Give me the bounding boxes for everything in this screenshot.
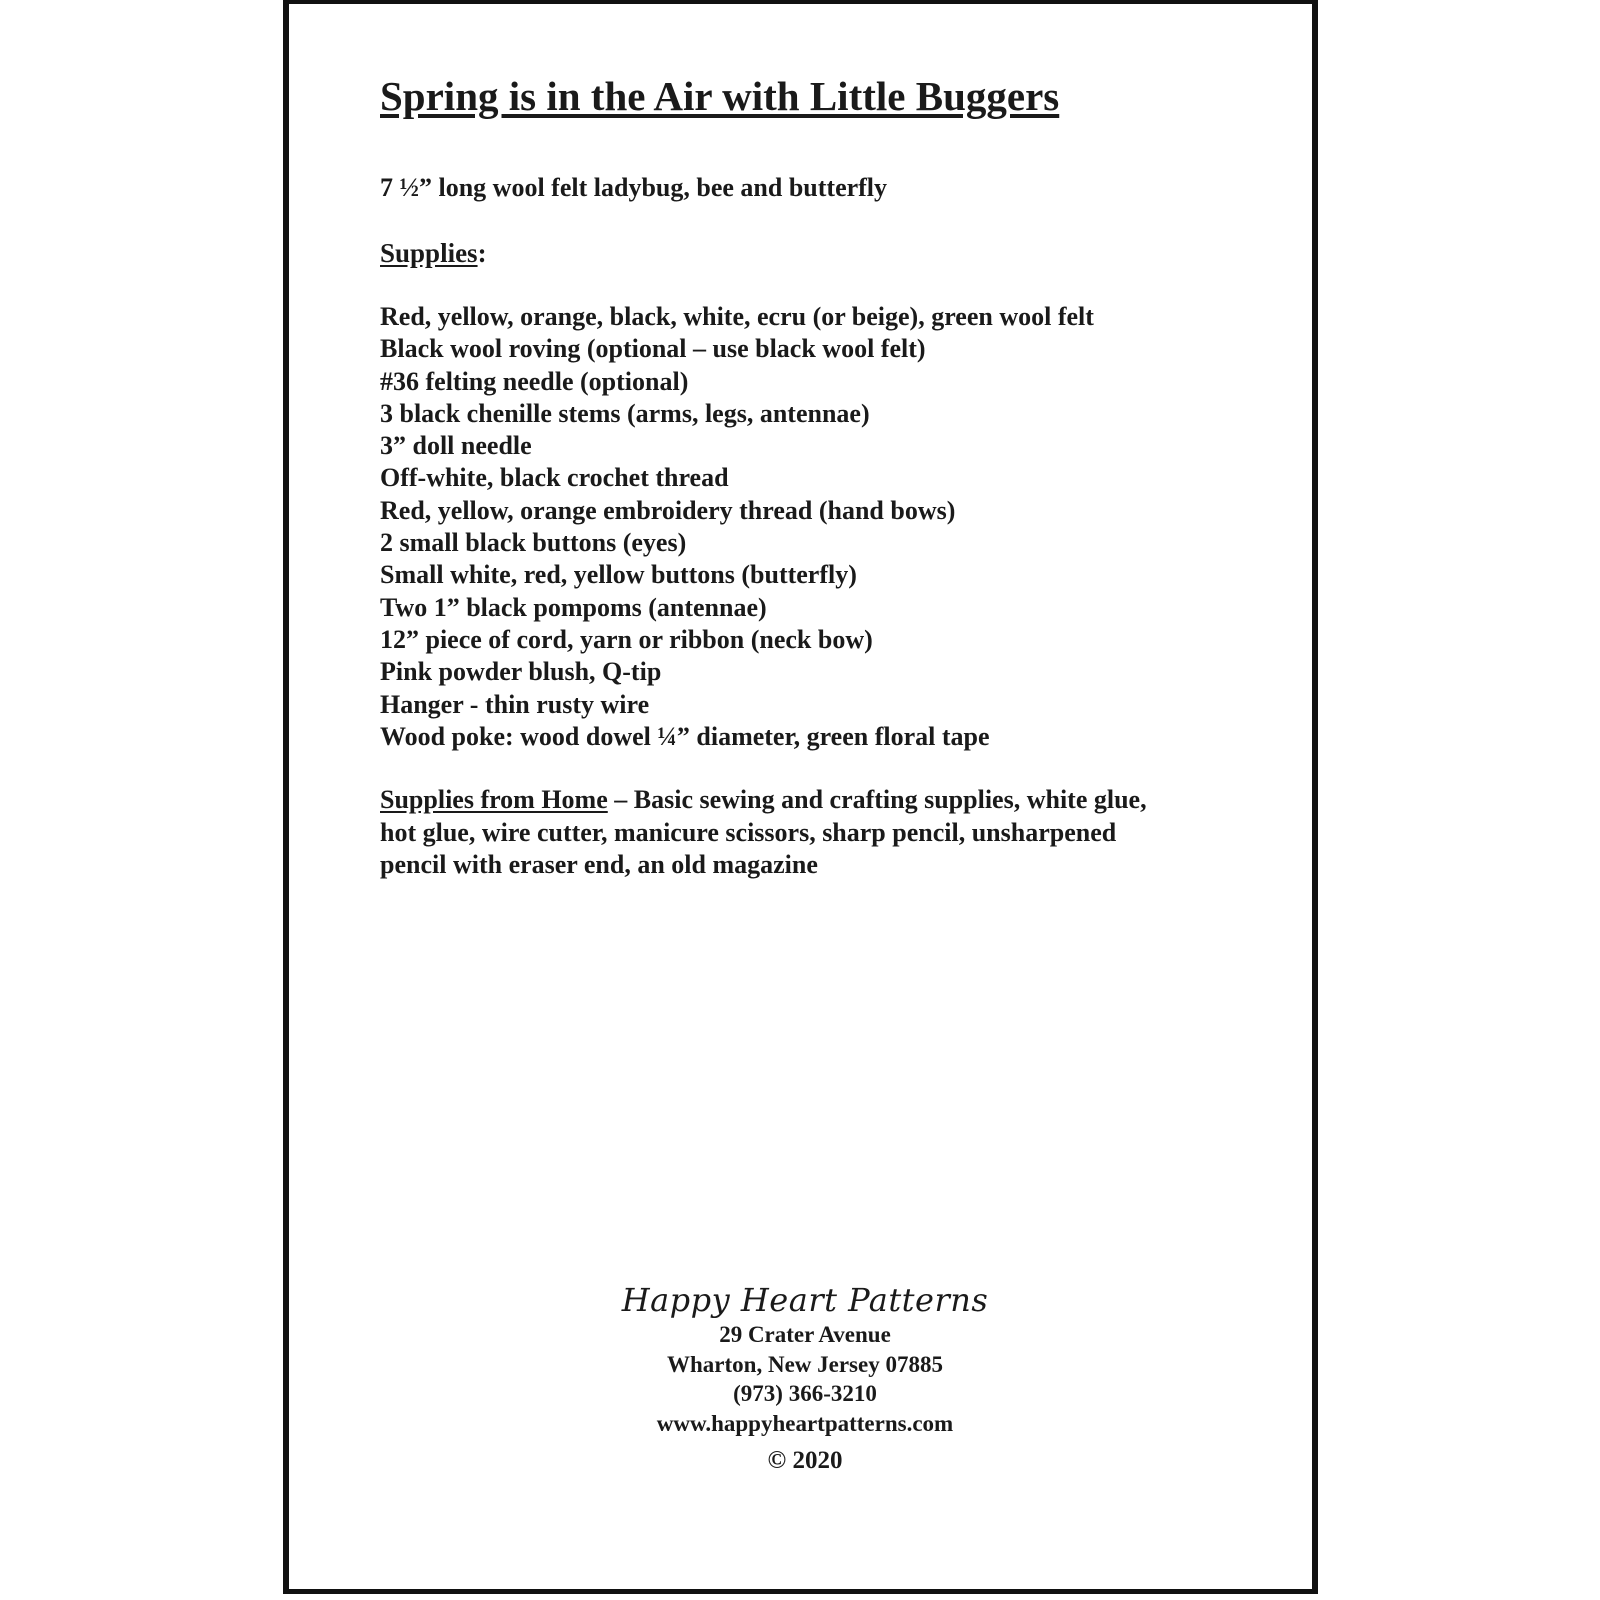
supplies-list xyxy=(380,301,1260,753)
list-item: 12” piece of cord, yarn or ribbon (neck bow) xyxy=(380,624,873,654)
list-item: 2 small black buttons (eyes) xyxy=(380,528,687,558)
page-title: Spring is in the Air with Little Buggers xyxy=(380,73,1060,119)
supplies-heading xyxy=(380,236,1260,270)
brand-name: Happy Heart Patterns xyxy=(621,1281,989,1319)
list-item: Two 1” black pompoms (antennae) xyxy=(380,592,767,622)
list-item: Hanger - thin rusty wire xyxy=(380,689,650,719)
list-item: Red, yellow, orange, black, white, ecru (or beige), green wool felt xyxy=(380,302,1094,331)
list-item: 3 black chenille stems (arms, legs, antennae) xyxy=(380,398,870,428)
list-item: Off-white, black crochet thread xyxy=(380,463,729,493)
list-item: 3” doll needle xyxy=(380,431,532,461)
pattern-subtitle: 7 ½” long wool felt ladybug, bee and butterfly xyxy=(380,173,888,202)
pattern-content xyxy=(380,68,1260,882)
list-item: #36 felting needle (optional) xyxy=(380,366,689,396)
supplies-heading-label: Supplies xyxy=(380,238,478,268)
phone-line: (973) 366-3210 xyxy=(733,1381,877,1406)
list-item: Red, yellow, orange embroidery thread (hand bows) xyxy=(380,495,956,525)
list-item: Black wool roving (optional – use black wool felt) xyxy=(380,334,926,364)
list-item: Small white, red, yellow buttons (butterfly) xyxy=(380,560,857,590)
home-heading: Supplies from Home xyxy=(380,785,608,815)
website-line: www.happyheartpatterns.com xyxy=(656,1410,954,1436)
list-item: Wood poke: wood dowel ¼” diameter, green floral tape xyxy=(380,721,990,751)
list-item: Pink powder blush, Q-tip xyxy=(380,657,662,687)
city-line: Wharton, New Jersey 07885 xyxy=(667,1351,943,1377)
address-line: 29 Crater Avenue xyxy=(719,1322,891,1347)
supplies-heading-colon: : xyxy=(477,238,487,268)
copyright-line: © 2020 xyxy=(767,1447,843,1474)
publisher-footer xyxy=(600,1280,1010,1478)
supplies-from-home xyxy=(380,784,1180,882)
home-text: – Basic sewing and crafting supplies, white glue, hot glue, wire cutter, manicure scissors, sharp pencil, unsharpened pencil with eraser end, an old magazine xyxy=(380,785,1147,880)
